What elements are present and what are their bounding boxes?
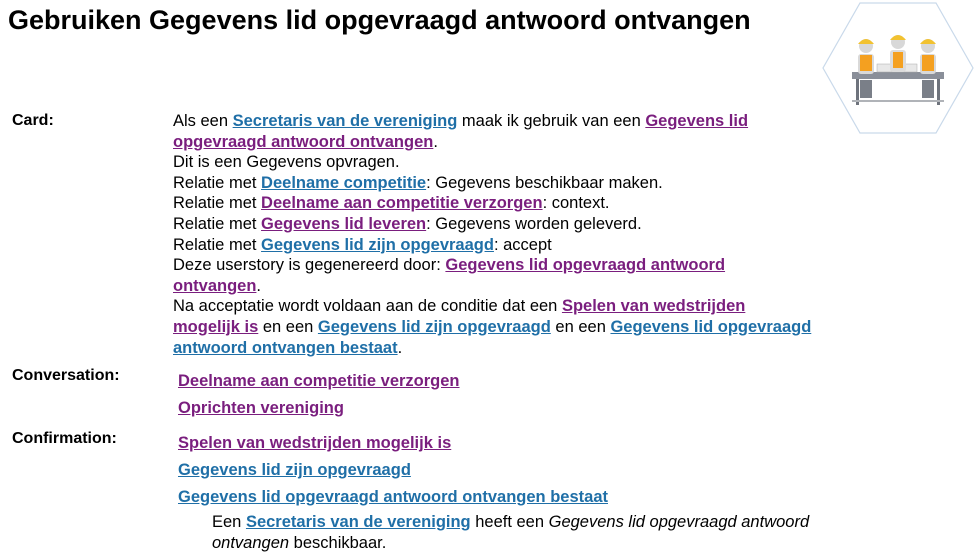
card-body [173, 111, 813, 358]
link-gegevens-lid-leveren[interactable]: Gegevens lid leveren [261, 214, 427, 233]
link-deelname-competitie[interactable]: Deelname competitie [261, 173, 427, 192]
card-relation-4: Relatie met Gegevens lid zijn opgevraagd: accept [173, 235, 552, 254]
link-antwoord-ontvangen-bestaat[interactable]: Gegevens lid opgevraagd antwoord ontvangen bestaat [173, 317, 812, 357]
confirmation-link-2[interactable]: Gegevens lid zijn opgevraagd [178, 461, 411, 479]
confirmation-label: Confirmation: [12, 430, 117, 447]
confirmation-links [178, 433, 608, 514]
list-item [178, 433, 608, 460]
card-relation-1: Relatie met Deelname competitie: Gegevens beschikbaar maken. [173, 173, 663, 192]
list-item [178, 371, 460, 398]
list-item [178, 487, 608, 514]
conversation-label: Conversation: [12, 367, 120, 384]
card-label: Card: [12, 112, 54, 129]
card-generated-by: Deze userstory is gegenereerd door: Gegevens lid opgevraagd antwoord ontvangen. [173, 256, 726, 295]
link-gegevens-lid-zijn-opgevraagd[interactable]: Gegevens lid zijn opgevraagd [261, 235, 494, 254]
link-generated-by[interactable]: Gegevens lid opgevraagd antwoord ontvangen [173, 256, 726, 295]
confirmation-link-3[interactable]: Gegevens lid opgevraagd antwoord ontvangen bestaat [178, 488, 608, 506]
list-item [178, 460, 608, 487]
confirmation-text: Een Secretaris van de vereniging heeft een Gegevens lid opgevraagd antwoord ontvangen beschikbaar. [212, 513, 810, 552]
card-line-type: Dit is een Gegevens opvragen. [173, 153, 400, 172]
conversation-links [178, 371, 460, 425]
conversation-link-1[interactable]: Deelname aan competitie verzorgen [178, 372, 460, 390]
card-acceptance: Na acceptatie wordt voldaan aan de conditie dat een Spelen van wedstrijden mogelijk is en een Gegevens lid zijn opgevraagd en een Gegevens lid opgevraagd antwoord ontvangen bestaat. [173, 297, 812, 357]
link-gegevens-lid-zijn-opgevraagd-2[interactable]: Gegevens lid zijn opgevraagd [317, 317, 551, 336]
card-relation-3: Relatie met Gegevens lid leveren: Gegevens worden geleverd. [173, 214, 642, 233]
page-title: Gebruiken Gegevens lid opgevraagd antwoord ontvangen [8, 5, 751, 35]
team-meeting-illustration [822, 2, 974, 134]
link-deelname-aan-competitie-verzorgen[interactable]: Deelname aan competitie verzorgen [261, 194, 543, 213]
confirmation-link-secretaris[interactable]: Secretaris van de vereniging [245, 513, 471, 531]
link-spelen-van-wedstrijden[interactable]: Spelen van wedstrijden mogelijk is [173, 297, 746, 336]
confirmation-emphasis: Gegevens lid opgevraagd antwoord ontvangen [212, 513, 810, 552]
list-item [178, 398, 460, 425]
link-secretaris[interactable]: Secretaris van de vereniging [232, 112, 458, 130]
card-line-intro: Als een Secretaris van de vereniging maak ik gebruik van een Gegevens lid opgevraagd antwoord ontvangen. [173, 112, 749, 151]
link-gegevens-lid-opgevraagd-antwoord-ontvangen[interactable]: Gegevens lid opgevraagd antwoord ontvangen [173, 112, 749, 151]
confirmation-link-1[interactable]: Spelen van wedstrijden mogelijk is [178, 434, 452, 452]
card-relation-2: Relatie met Deelname aan competitie verzorgen: context. [173, 194, 610, 213]
conversation-link-2[interactable]: Oprichten vereniging [178, 399, 344, 417]
